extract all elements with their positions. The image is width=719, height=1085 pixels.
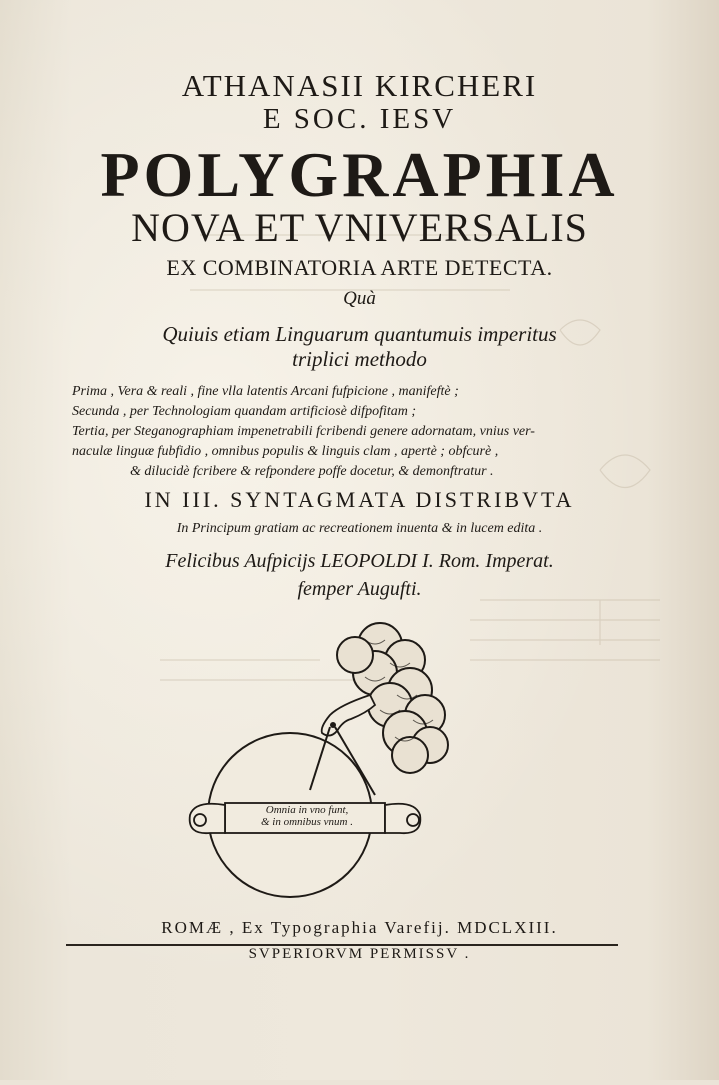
imprint-place: ROMÆ , Ex Typographia Varefij. MDCLXIII. — [161, 918, 558, 937]
principum-line: In Principum gratiam ac recreationem inuenta & in lucem edita . — [176, 521, 543, 536]
triplici-line: triplici methodo — [292, 347, 427, 371]
method-line: Prima , Vera & reali , fine vlla latentis Arcani fufpicione , manifeftè ; — [72, 384, 459, 399]
motto-text — [232, 804, 382, 828]
subtitle-line-2: EX COMBINATORIA ARTE DETECTA. — [166, 255, 553, 280]
quiuis-line: Quiuis etiam Linguarum quantumuis imperitus — [162, 322, 557, 346]
dedication-line: Felicibus Aufpicijs LEOPOLDI I. Rom. Imperat. — [165, 550, 554, 572]
method-line: & dilucidè fcribere & refpondere poffe docetur, & demonftratur . — [130, 464, 494, 479]
syntagmata-line: IN III. SYNTAGMATA DISTRIBVTA — [144, 487, 575, 512]
author-name: ATHANASII KIRCHERI — [181, 68, 538, 103]
compass-emblem — [175, 615, 465, 905]
method-line: naculæ linguæ fubfidio , omnibus populis & linguis clam , apertè ; obfcurè , — [72, 444, 499, 459]
subtitle-line-1: NOVA ET VNIVERSALIS — [131, 205, 588, 250]
society-line: E SOC. IESV — [262, 103, 457, 135]
method-line: Secunda , per Technologiam quandam artificiosè difpofitam ; — [72, 404, 417, 419]
method-line: Tertia, per Steganographiam impenetrabili fcribendi genere adornatam, vnius ver- — [72, 424, 535, 439]
imprint-permission: SVPERIORVM PERMISSV . — [248, 946, 471, 962]
dedication-line-2: femper Augufti. — [297, 578, 422, 600]
book-title: POLYGRAPHIA — [100, 139, 619, 210]
motto-line-1: Omnia in vno funt, — [265, 804, 349, 816]
qua-line: Quà — [343, 288, 376, 309]
motto-line-2: & in omnibus vnum . — [261, 816, 353, 828]
cloud — [337, 623, 448, 773]
